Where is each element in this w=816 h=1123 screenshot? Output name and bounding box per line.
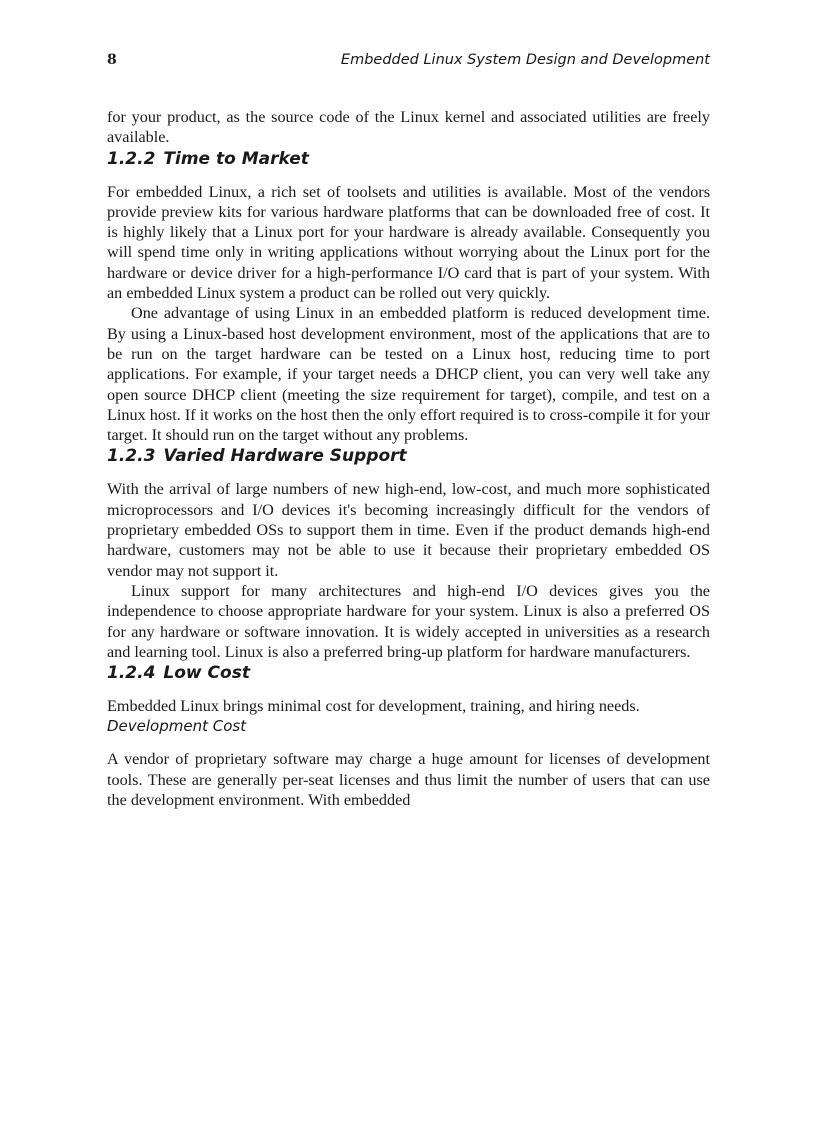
paragraph: Linux support for many architectures and high-end I/O devices gives you the independence to choose appropriate hardware for your system. Linux is also a preferred OS for any hardware or software innovation. It is widely accepted in universities as a research and learning tool. Linux is also a preferred bring-up platform for hardware manufacturers. bbox=[107, 581, 710, 661]
section-title: Time to Market bbox=[163, 148, 309, 169]
section-heading-1-2-3 bbox=[107, 445, 710, 467]
page-number: 8 bbox=[107, 52, 117, 68]
continuation-paragraph: for your product, as the source code of the Linux kernel and associated utilities are freely available. bbox=[107, 108, 710, 147]
paragraph: With the arrival of large numbers of new high-end, low-cost, and much more sophisticated microprocessors and I/O devices it's becoming increasingly difficult for the vendors of proprietary embedded OSs to support them in time. Even if the product demands high-end hardware, customers may not be able to use it because their proprietary embedded OS vendor may not support it. bbox=[107, 480, 710, 580]
section-title: Low Cost bbox=[163, 663, 250, 684]
paragraph: A vendor of proprietary software may charge a huge amount for licenses of development tools. These are generally per-seat licenses and thus limit the number of users that can use the development environment. With embedded bbox=[107, 750, 710, 810]
subsection-heading: Development Cost bbox=[107, 717, 247, 736]
running-title: Embedded Linux System Design and Development bbox=[340, 52, 710, 68]
section-title: Varied Hardware Support bbox=[163, 446, 407, 467]
section-number: 1.2.2 bbox=[107, 148, 156, 169]
paragraph: For embedded Linux, a rich set of toolsets and utilities is available. Most of the vendors provide preview kits for various hardware platforms that can be downloaded free of cost. It is highly likely that a Linux port for your hardware is already available. Consequently you will spend time only in writing applications without worrying about the Linux port for the hardware or device driver for a high-performance I/O card that is part of your system. With an embedded Linux system a product can be rolled out very quickly. bbox=[107, 182, 710, 303]
section-number: 1.2.3 bbox=[107, 446, 156, 467]
running-head bbox=[107, 52, 710, 76]
section-heading-1-2-2 bbox=[107, 148, 710, 170]
section-heading-1-2-4 bbox=[107, 662, 710, 684]
section-number: 1.2.4 bbox=[107, 663, 156, 684]
page bbox=[107, 52, 710, 810]
paragraph: One advantage of using Linux in an embedded platform is reduced development time. By using a Linux-based host development environment, most of the applications that are to be run on the target hardware can be tested on a Linux host, reducing time to port applications. For example, if your target needs a DHCP client, you can very well take any open source DHCP client (meeting the size requirement for target), compile, and test on a Linux host. If it works on the host then the only effort required is to cross-compile it for your target. It should run on the target without any problems. bbox=[107, 304, 710, 445]
paragraph: Embedded Linux brings minimal cost for development, training, and hiring needs. bbox=[107, 697, 640, 716]
